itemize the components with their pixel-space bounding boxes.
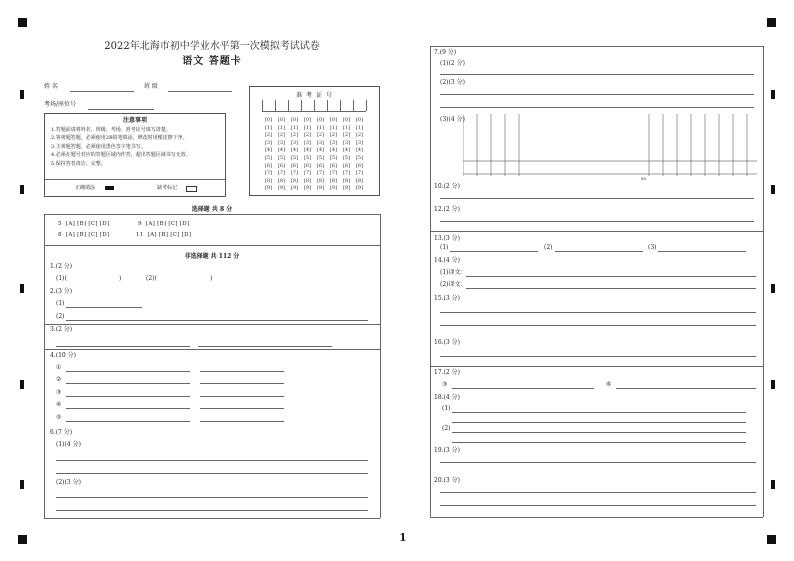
- digit-bubble[interactable]: [7]: [290, 170, 299, 177]
- sub-question: (1): [442, 405, 451, 412]
- digit-bubble[interactable]: [6]: [290, 162, 299, 169]
- answer-line[interactable]: [450, 251, 538, 252]
- answer-line[interactable]: [452, 412, 746, 413]
- answer-line[interactable]: [66, 408, 190, 409]
- digit-column[interactable]: [316, 117, 325, 193]
- choice-row[interactable]: [58, 232, 109, 238]
- answer-line[interactable]: [452, 442, 746, 443]
- answer-line[interactable]: [200, 421, 284, 422]
- choice-options[interactable]: [A] [B] [C] [D]: [145, 221, 190, 227]
- choice-options[interactable]: [A] [B] [C] [D]: [147, 232, 192, 238]
- answer-line[interactable]: [66, 396, 190, 397]
- digit-bubble[interactable]: [3]: [316, 139, 325, 146]
- question-label: 16.(3 分): [434, 339, 460, 346]
- answer-line[interactable]: [56, 497, 368, 498]
- digit-bubble[interactable]: [3]: [277, 139, 286, 146]
- digit-bubble[interactable]: [6]: [264, 162, 273, 169]
- question-label: 4.(10 分): [50, 352, 76, 359]
- answer-line[interactable]: [198, 346, 332, 347]
- timing-mark: [20, 284, 24, 293]
- timing-mark: [771, 185, 775, 194]
- writing-grid[interactable]: [463, 114, 757, 176]
- sub-question: (2)(: [146, 275, 157, 282]
- digit-bubble[interactable]: [6]: [316, 162, 325, 169]
- answer-line[interactable]: [616, 388, 756, 389]
- digit-bubble[interactable]: [3]: [264, 139, 273, 146]
- digit-bubble[interactable]: [2]: [303, 132, 312, 139]
- digit-bubble[interactable]: [0]: [303, 117, 312, 123]
- digit-bubble[interactable]: [0]: [290, 117, 299, 123]
- answer-line[interactable]: [56, 460, 368, 461]
- digit-bubble[interactable]: [8]: [303, 177, 312, 184]
- section-divider: [44, 214, 380, 215]
- answer-line[interactable]: [66, 383, 190, 384]
- digit-bubble[interactable]: [8]: [342, 177, 351, 184]
- timing-mark: [20, 185, 24, 194]
- note-item: 2.客观题答题，必须使用2B铅笔填涂，修改时用橡皮擦干净。: [51, 135, 188, 142]
- question-label: 18.(4 分): [434, 394, 460, 401]
- choice-section-title: 选择题 共 8 分: [191, 206, 233, 213]
- timing-mark: [20, 380, 24, 389]
- digit-column[interactable]: [264, 117, 273, 193]
- question-label: 20.(3 分): [434, 477, 460, 484]
- digit-bubble[interactable]: [4]: [316, 147, 325, 154]
- sub-question: (1): [440, 244, 449, 251]
- answer-line[interactable]: [440, 74, 754, 75]
- digit-column[interactable]: [303, 117, 312, 193]
- timing-mark: [771, 480, 775, 489]
- timing-mark: [20, 480, 24, 489]
- digit-column[interactable]: [290, 117, 299, 193]
- answer-line[interactable]: [66, 371, 190, 372]
- class-field[interactable]: [168, 91, 232, 92]
- answer-line[interactable]: [56, 510, 368, 511]
- sub-question: (2)(3 分): [440, 79, 465, 86]
- digit-bubble[interactable]: [9]: [355, 185, 364, 192]
- digit-bubble[interactable]: [2]: [316, 132, 325, 139]
- digit-bubble[interactable]: [8]: [290, 177, 299, 184]
- digit-bubble[interactable]: [9]: [329, 185, 338, 192]
- answer-line[interactable]: [66, 307, 142, 308]
- digit-bubble[interactable]: [4]: [355, 147, 364, 154]
- registration-mark: [18, 535, 27, 544]
- digit-bubble[interactable]: [9]: [264, 185, 273, 192]
- question-label: 15.(3 分): [434, 295, 460, 302]
- digit-bubble[interactable]: [7]: [264, 170, 273, 177]
- non-choice-title: 非选择题 共 112 分: [184, 253, 240, 260]
- answer-line[interactable]: [200, 408, 284, 409]
- notes-box: [44, 113, 226, 197]
- digit-column[interactable]: [342, 117, 351, 193]
- digit-bubble[interactable]: [3]: [303, 139, 312, 146]
- sub-question: (1)译文：: [440, 269, 467, 276]
- digit-bubble[interactable]: [2]: [277, 132, 286, 139]
- choice-row[interactable]: [138, 221, 189, 227]
- digit-bubble[interactable]: [2]: [355, 132, 364, 139]
- digit-bubble[interactable]: [9]: [303, 185, 312, 192]
- digit-bubble[interactable]: [6]: [329, 162, 338, 169]
- digit-bubble[interactable]: [5]: [303, 154, 312, 161]
- digit-column[interactable]: [355, 117, 364, 193]
- answer-line[interactable]: [440, 356, 756, 357]
- answer-line[interactable]: [452, 432, 746, 433]
- digit-bubble[interactable]: [1]: [303, 124, 312, 131]
- digit-bubble[interactable]: [4]: [264, 147, 273, 154]
- sub-question: (1)(4 分): [56, 441, 81, 448]
- note-item: 1.答题前请将姓名、班级、考场、准考证号填写清楚。: [51, 127, 171, 133]
- digit-bubble[interactable]: [1]: [277, 124, 286, 131]
- digit-bubble[interactable]: [3]: [355, 139, 364, 146]
- registration-mark: [18, 18, 27, 27]
- sub-question: (3)(4 分): [440, 116, 465, 123]
- digit-bubble[interactable]: [5]: [264, 154, 273, 161]
- answer-line[interactable]: [440, 462, 756, 463]
- answer-line[interactable]: [440, 198, 754, 199]
- digit-bubble[interactable]: [0]: [342, 117, 351, 123]
- digit-bubble[interactable]: [2]: [342, 132, 351, 139]
- note-item: 4.必须在题号对应的答题区域内作答，超出答题区域书写无效。: [51, 152, 191, 159]
- digit-bubble[interactable]: [0]: [264, 117, 273, 123]
- sub-question: (2)译文：: [440, 281, 467, 288]
- digit-bubble[interactable]: [4]: [329, 147, 338, 154]
- digit-bubble[interactable]: [7]: [303, 170, 312, 177]
- digit-bubble[interactable]: [2]: [329, 132, 338, 139]
- digit-column[interactable]: [329, 117, 338, 193]
- question-label: 2.(3 分): [50, 288, 73, 295]
- answer-line[interactable]: [440, 107, 754, 108]
- absent-label: 缺考标记: [157, 185, 178, 191]
- note-item: 5.保持答卷清洁、完整。: [51, 160, 106, 167]
- digit-bubble[interactable]: [0]: [355, 117, 364, 123]
- answer-line[interactable]: [56, 346, 190, 347]
- question-label: 13.(3 分): [434, 235, 460, 242]
- name-label: 姓 名: [44, 83, 58, 90]
- answer-line[interactable]: [66, 320, 368, 321]
- digit-bubble[interactable]: [9]: [290, 185, 299, 192]
- digit-bubble[interactable]: [9]: [316, 185, 325, 192]
- digit-bubble[interactable]: [8]: [329, 177, 338, 184]
- section-divider: [44, 245, 380, 246]
- answer-line[interactable]: [440, 505, 756, 506]
- digit-bubble[interactable]: [3]: [342, 139, 351, 146]
- question-label: 7.(9 分): [434, 49, 457, 56]
- digit-bubble[interactable]: [1]: [264, 124, 273, 131]
- absent-mark-box[interactable]: [186, 186, 197, 192]
- admission-write-row[interactable]: [262, 111, 366, 112]
- question-number: 11: [136, 232, 144, 238]
- answer-line[interactable]: [440, 221, 754, 222]
- choice-row[interactable]: [58, 221, 109, 227]
- answer-line[interactable]: [56, 473, 368, 474]
- room-seat-label: 考场/座位号: [44, 101, 77, 108]
- class-label: 班 级: [144, 83, 158, 90]
- question-number: 5: [58, 221, 62, 227]
- digit-bubble[interactable]: [7]: [342, 170, 351, 177]
- note-item: 3.主观题答题，必须使用黑色签字笔书写。: [51, 143, 146, 150]
- correct-fill-label: 正确填涂: [75, 185, 96, 191]
- digit-bubble[interactable]: [5]: [316, 154, 325, 161]
- answer-line[interactable]: [440, 312, 756, 313]
- sub-question: (2)(3 分): [56, 479, 81, 486]
- digit-column[interactable]: [277, 117, 286, 193]
- digit-bubble[interactable]: [0]: [277, 117, 286, 123]
- sub-question: (3): [648, 244, 657, 251]
- answer-line[interactable]: [440, 492, 756, 493]
- answer-line[interactable]: [466, 276, 756, 277]
- answer-line[interactable]: [66, 421, 190, 422]
- digit-bubble[interactable]: [6]: [303, 162, 312, 169]
- digit-bubble[interactable]: [7]: [329, 170, 338, 177]
- answer-line[interactable]: [440, 325, 756, 326]
- digit-bubble[interactable]: [8]: [277, 177, 286, 184]
- answer-line[interactable]: [200, 371, 284, 372]
- answer-line[interactable]: [452, 422, 746, 423]
- grid-count: 80: [641, 176, 647, 181]
- digit-bubble[interactable]: [5]: [290, 154, 299, 161]
- digit-bubble[interactable]: [1]: [355, 124, 364, 131]
- registration-mark: [767, 535, 776, 544]
- sub-question: (1)(: [56, 275, 67, 282]
- digit-bubble[interactable]: [0]: [316, 117, 325, 123]
- question-label: 12.(2 分): [434, 206, 460, 213]
- digit-bubble[interactable]: [4]: [290, 147, 299, 154]
- question-label: 3.(2 分): [50, 326, 73, 333]
- digit-bubble[interactable]: [2]: [264, 132, 273, 139]
- digit-bubble[interactable]: [5]: [329, 154, 338, 161]
- sub-question: (2): [442, 425, 451, 432]
- room-seat-field[interactable]: [88, 109, 154, 110]
- question-number: 9: [138, 221, 142, 227]
- subject-title: 语文 答题卡: [182, 56, 242, 67]
- timing-mark: [771, 284, 775, 293]
- question-label: 1.(2 分): [50, 263, 73, 270]
- digit-bubble[interactable]: [7]: [355, 170, 364, 177]
- digit-bubble[interactable]: [7]: [316, 170, 325, 177]
- answer-line[interactable]: [440, 94, 754, 95]
- choice-options[interactable]: [A] [B] [C] [D]: [65, 232, 110, 238]
- digit-bubble[interactable]: [5]: [342, 154, 351, 161]
- name-field[interactable]: [70, 91, 134, 92]
- digit-bubble[interactable]: [8]: [355, 177, 364, 184]
- digit-bubble[interactable]: [8]: [316, 177, 325, 184]
- digit-bubble[interactable]: [6]: [342, 162, 351, 169]
- digit-bubble[interactable]: [5]: [355, 154, 364, 161]
- digit-bubble[interactable]: [1]: [316, 124, 325, 131]
- timing-mark: [771, 90, 775, 99]
- timing-mark: [771, 380, 775, 389]
- exam-title: 2022年北海市初中学业水平第一次模拟考试试卷: [104, 41, 320, 52]
- digit-bubble[interactable]: [2]: [290, 132, 299, 139]
- answer-line[interactable]: [555, 251, 643, 252]
- choice-row[interactable]: [136, 232, 191, 238]
- filled-sample-icon: [105, 186, 114, 190]
- page-number: 1: [399, 531, 407, 544]
- digit-bubble[interactable]: [9]: [342, 185, 351, 192]
- notes-title: 注意事项: [122, 117, 147, 124]
- admission-title: 准 考 证 号: [296, 92, 333, 99]
- digit-bubble[interactable]: [3]: [329, 139, 338, 146]
- question-label: 17.(2 分): [434, 369, 460, 376]
- answer-line[interactable]: [466, 288, 756, 289]
- question-label: 19.(3 分): [434, 447, 460, 454]
- question-label: 14.(4 分): [434, 257, 460, 264]
- digit-bubble[interactable]: [4]: [303, 147, 312, 154]
- digit-bubble[interactable]: [5]: [277, 154, 286, 161]
- choice-options[interactable]: [A] [B] [C] [D]: [65, 221, 110, 227]
- answer-line[interactable]: [200, 383, 284, 384]
- digit-bubble[interactable]: [1]: [329, 124, 338, 131]
- answer-line[interactable]: [200, 396, 284, 397]
- sub-question: (1)(2 分): [440, 60, 465, 67]
- sub-question: (1): [56, 300, 65, 307]
- sub-question: ⑥: [606, 381, 612, 388]
- timing-mark: [20, 90, 24, 99]
- answer-line[interactable]: [658, 251, 746, 252]
- notes-divider: [45, 179, 225, 180]
- digit-bubble[interactable]: [4]: [342, 147, 351, 154]
- digit-bubble[interactable]: [1]: [342, 124, 351, 131]
- digit-bubble[interactable]: [6]: [277, 162, 286, 169]
- sub-question: (2): [56, 313, 65, 320]
- digit-bubble[interactable]: [7]: [277, 170, 286, 177]
- digit-bubble[interactable]: [0]: [329, 117, 338, 123]
- answer-line[interactable]: [452, 388, 594, 389]
- digit-bubble[interactable]: [9]: [277, 185, 286, 192]
- sub-question: ③: [442, 381, 448, 388]
- digit-bubble[interactable]: [3]: [290, 139, 299, 146]
- digit-bubble[interactable]: [1]: [290, 124, 299, 131]
- registration-mark: [767, 18, 776, 27]
- question-label: 6.(7 分): [50, 429, 73, 436]
- question-label: 10.(2 分): [434, 183, 460, 190]
- question-number: 8: [58, 232, 62, 238]
- sub-question: (2): [544, 244, 553, 251]
- digit-bubble[interactable]: [6]: [355, 162, 364, 169]
- digit-bubble[interactable]: [4]: [277, 147, 286, 154]
- digit-bubble[interactable]: [8]: [264, 177, 273, 184]
